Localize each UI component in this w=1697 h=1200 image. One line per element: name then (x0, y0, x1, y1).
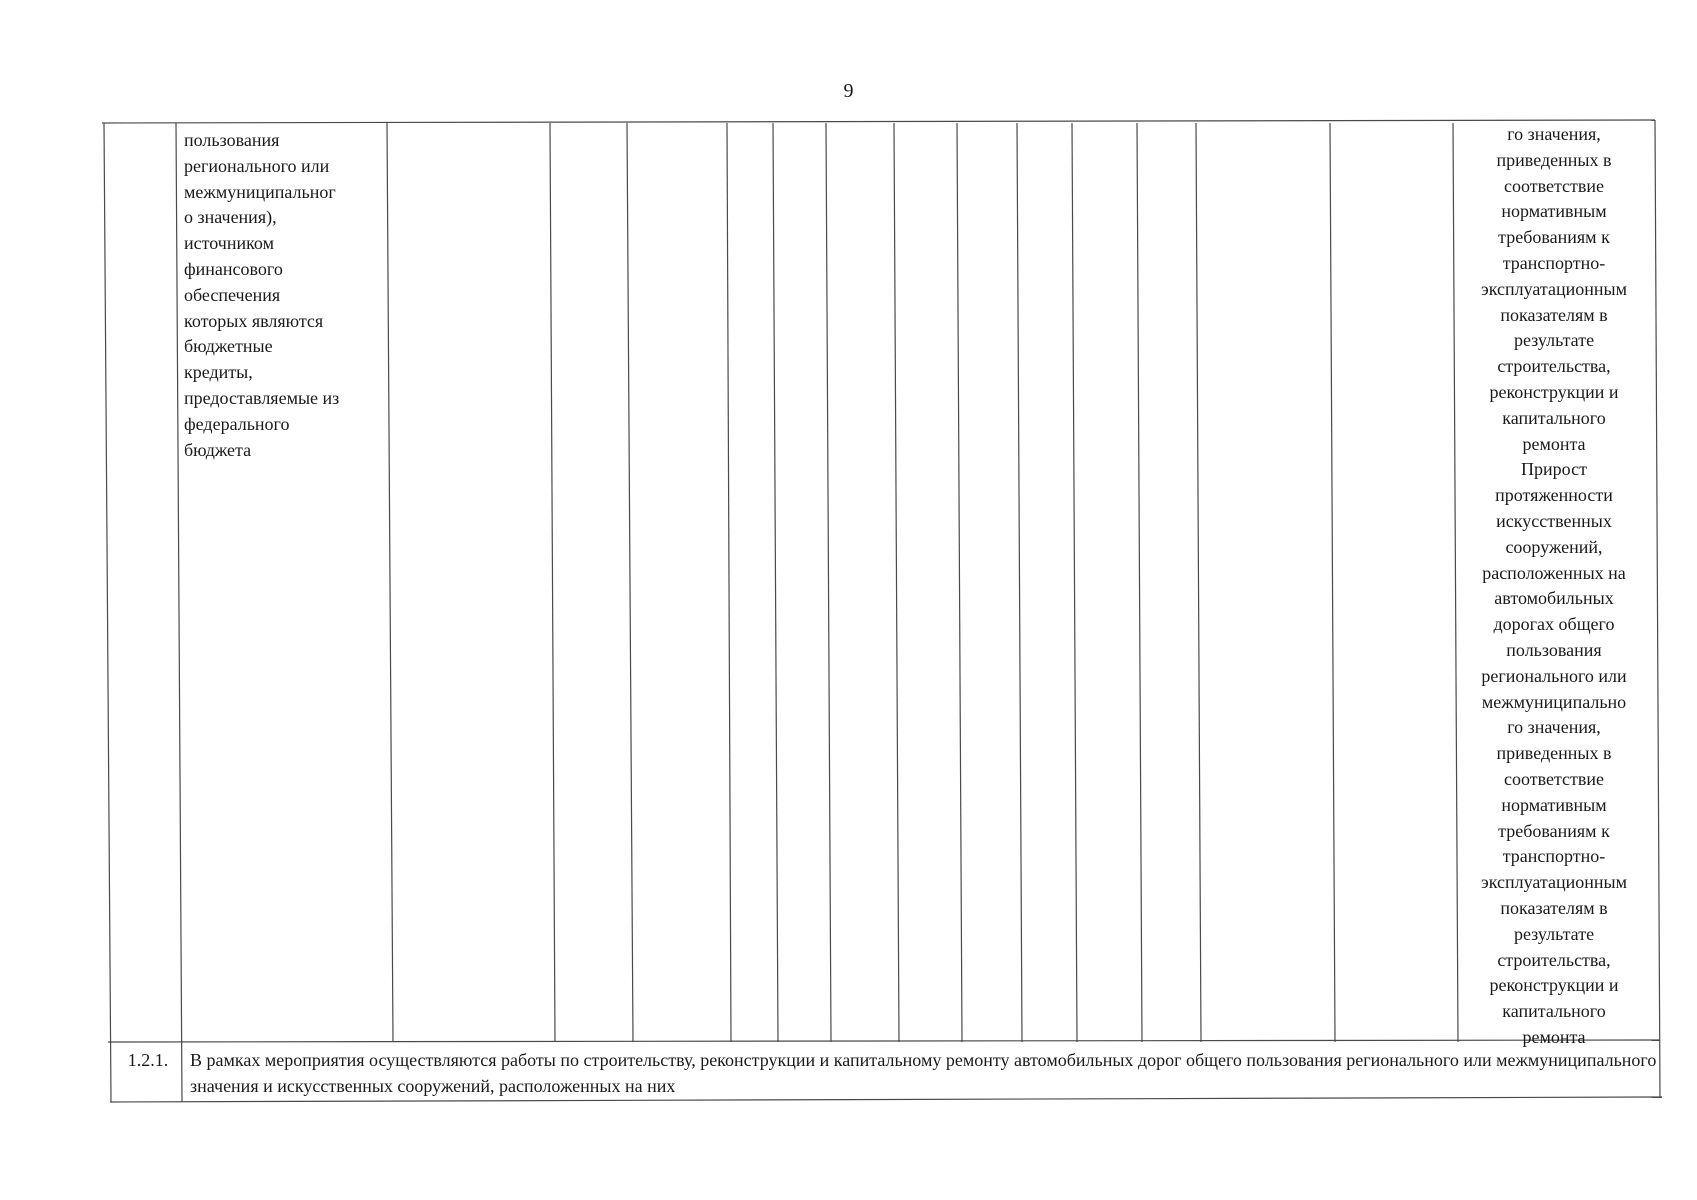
activity-row-number: 1.2.1. (127, 1050, 169, 1070)
activity-row-description: В рамках мероприятия осуществляются работы по строительству, реконструкции и капитальному ремонту автомобильных дорог общего пользования регионального или межмуниципального значения и искусственных сооружений, расположенных на них (190, 1050, 1657, 1096)
page-number: 9 (843, 80, 854, 102)
column-line (1072, 123, 1077, 1042)
column-line (1017, 123, 1022, 1042)
column-line (627, 123, 633, 1042)
table-top-border (102, 120, 1655, 123)
column-line (727, 123, 731, 1042)
column-line (1196, 123, 1201, 1042)
column-line (1453, 123, 1458, 1042)
row-separator (108, 1040, 1660, 1042)
name-cell-text: пользования регионального или межмуниципальног о значения), источником финансового обеспечения которых являются бюджетные кредиты, предоставляемые из федерального бюджета (184, 130, 340, 460)
column-line (1137, 123, 1142, 1042)
column-line (1330, 123, 1335, 1042)
column-line (957, 123, 962, 1042)
table-right-border (1655, 120, 1660, 1098)
column-line (773, 123, 778, 1042)
column-line (894, 123, 899, 1042)
table-left-border (104, 123, 111, 1102)
column-line (176, 123, 182, 1102)
column-line (550, 123, 555, 1042)
column-line (826, 123, 831, 1042)
indicator-cell-text: го значения, приведенных в соответствие нормативным требованиям к транспортно- эксплуатационным показателям в результате строительства, реконструкции и капитального ремонта Прирост протяженности искусственных сооружений, расположенных на автомобильных дорогах общего пользования регионального или межмуниципально го значения, приведенных в соответствие нормативным требованиям к транспортно- эксплуатационным показателям в результате строительства, реконструкции и капитального ремонта (1480, 124, 1627, 1047)
